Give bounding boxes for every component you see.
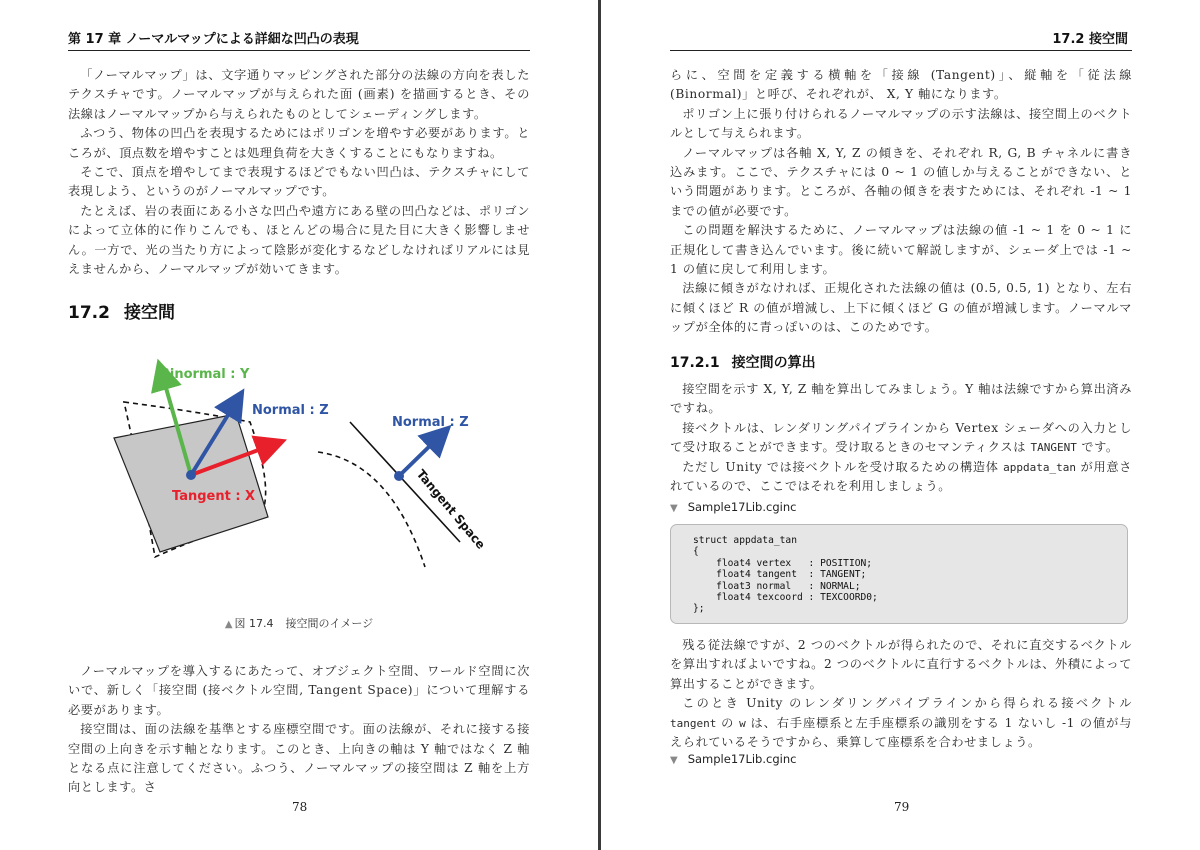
body-text-bottom — [670, 636, 1132, 752]
origin-point — [186, 470, 196, 480]
tangent-space-figure — [100, 352, 500, 572]
listing-filename: Sample17Lib.cginc — [687, 752, 797, 766]
tangent-space-label: Tangent Space — [413, 466, 489, 552]
section-heading — [68, 298, 175, 323]
book-spine — [598, 0, 601, 850]
figure-caption — [0, 615, 598, 631]
inline-code: TANGENT — [1030, 441, 1077, 455]
paragraph: ただし Unity では接ベクトルを受け取るための構造体 appdata_tan が用意されているので、ここではそれを利用しましょう。 — [670, 459, 1133, 494]
subsection-title: 接空間の算出 — [731, 355, 816, 371]
paragraph: ノーマルマップを導入するにあたって、オブジェクト空間、ワールド空間に次いで、新しく「接空間 (接ベクトル空間, Tangent Space)」について理解する必要があります。 — [68, 664, 530, 717]
body-text-bottom — [68, 662, 530, 798]
paragraph: 残る従法線ですが、2 つのベクトルが得られたので、それに直交するベクトルを算出すればよいですね。2 つのベクトルに直行するベクトルは、外積によって算出することができます。 — [670, 638, 1132, 691]
header-rule — [68, 50, 530, 51]
paragraph: 法線に傾きがなければ、正規化された法線の値は (0.5, 0.5, 1) となり、左右に傾くほど R の値が増減し、上下に傾くほど G の値が増減します。ノーマルマップが全体的に青っぽいのは、このためです。 — [670, 281, 1132, 335]
paragraph: たとえば、岩の表面にある小さな凹凸や遠方にある壁の凹凸などは、ポリゴンによって立体的に作りこんでも、ほとんどの場合に見た目に大きく影響しません。一方で、光の当たり方によって陰影が変化するなどしなければリアルには見えませんから、ノーマルマップが効いてきます。 — [68, 203, 530, 277]
paragraph: 接空間は、面の法線を基準とする座標空間です。面の法線が、それに接する接空間の上向きを示す軸となります。このとき、上向きの軸は Y 軸ではなく Z 軸となる点に注意してください。ふつう、ノーマルマップの接空間は Z 軸を上方向とします。さ — [68, 722, 530, 795]
running-header: 17.2 接空間 — [1052, 32, 1128, 47]
body-text-top — [670, 66, 1132, 338]
triangle-down-icon: ▼ — [670, 503, 678, 514]
body-text-mid — [670, 380, 1132, 496]
tangent-label: Tangent : X — [172, 489, 256, 504]
paragraph: そこで、頂点を増やしてまで表現するほどでもない凹凸は、テクスチャにして表現しよう、というのがノーマルマップです。 — [68, 165, 530, 199]
paragraph: この問題を解決するために、ノーマルマップは法線の値 -1 ~ 1 を 0 ~ 1 に正規化して書き込んでいます。後に続いて解説しますが、シェーダ上では -1 ~ 1 の値に戻して利用します。 — [670, 223, 1132, 277]
figure-title: 接空間のイメージ — [285, 617, 374, 630]
paragraph: このとき Unity のレンダリングパイプラインから得られる接ベクトル tangent の w は、右手座標系と左手座標系の識別をする 1 ないし -1 の値が与えられているそうですから、乗算して座標系を合わせましょう。 — [670, 696, 1132, 750]
subsection-number: 17.2.1 — [670, 355, 720, 371]
left-page — [0, 0, 598, 850]
paragraph: 接ベクトルは、レンダリングパイプラインから Vertex シェーダへの入力として受け取ることができます。受け取るときのセマンティクスは TANGENT です。 — [670, 420, 1132, 455]
section-title: 接空間 — [123, 303, 175, 323]
inline-code: appdata_tan — [1003, 460, 1077, 474]
paragraph: 「ノーマルマップ」は、文字通りマッピングされた部分の法線の方向を表したテクスチャです。ノーマルマップが与えられた面 (画素) を描画するとき、その法線はノーマルマップから与えられたものとしてシェーディングします。 — [68, 68, 530, 121]
normal-label: Normal : Z — [252, 403, 329, 418]
subsection-heading — [670, 352, 816, 372]
listing-filename: Sample17Lib.cginc — [687, 500, 797, 514]
paragraph: らに、空間を定義する横軸を「接線 (Tangent)」、縦軸を「従法線 (Binormal)」と呼び、それぞれが、 X, Y 軸になります。 — [670, 68, 1132, 102]
listing-label — [670, 500, 796, 514]
triangle-up-icon: ▲ — [224, 619, 233, 630]
running-header: 第 17 章 ノーマルマップによる詳細な凹凸の表現 — [68, 32, 359, 47]
code-listing — [670, 524, 1128, 624]
page-number: 78 — [292, 800, 308, 814]
triangle-down-icon: ▼ — [670, 755, 678, 766]
listing-label — [670, 752, 796, 766]
code-block: struct appdata_tan { float4 vertex : POSITION; float4 tangent : TANGENT; float3 normal : NORMAL; float4 texcoord : TEXCOORD0; }; — [693, 535, 878, 615]
figure-number: 図 17.4 — [234, 617, 274, 630]
header-rule — [670, 50, 1132, 51]
inline-code: w — [739, 716, 746, 730]
intro-text — [68, 66, 530, 279]
paragraph: ノーマルマップは各軸 X, Y, Z の傾きを、それぞれ R, G, B チャネルに書き込みます。ここで、テクスチャには 0 ~ 1 の値しか与えることができない、という問題があります。ところが、各軸の傾きを表すためには、それぞれ -1 ~ 1 までの値が必要です。 — [670, 145, 1132, 218]
normal-label-2: Normal : Z — [392, 415, 469, 430]
section-number: 17.2 — [68, 303, 110, 323]
paragraph: ポリゴン上に張り付けられるノーマルマップの示す法線は、接空間上のベクトルとして与えられます。 — [670, 106, 1132, 141]
right-page — [602, 0, 1200, 850]
paragraph: ふつう、物体の凹凸を表現するためにはポリゴンを増やす必要があります。ところが、頂点数を増やすことは処理負荷を大きくすることにもなりますね。 — [68, 126, 530, 160]
binormal-label: Binormal : Y — [160, 367, 250, 382]
inline-code: tangent — [670, 716, 717, 730]
page-number: 79 — [894, 800, 910, 814]
paragraph: 接空間を示す X, Y, Z 軸を算出してみましょう。Y 軸は法線ですから算出済みですね。 — [670, 382, 1132, 416]
